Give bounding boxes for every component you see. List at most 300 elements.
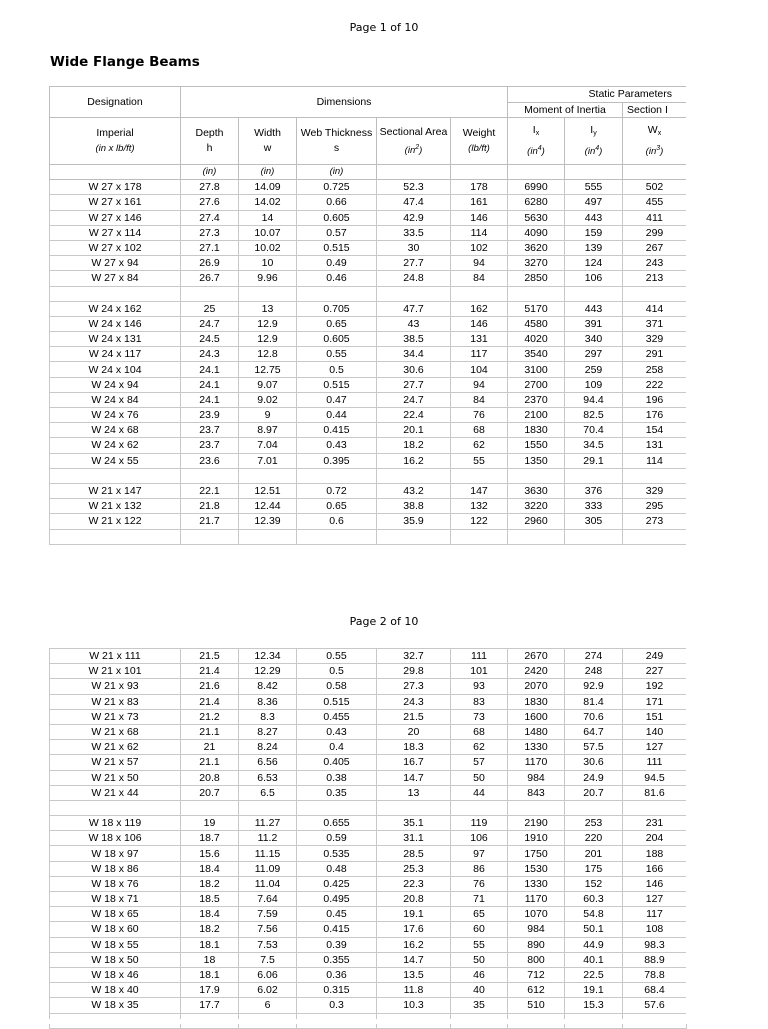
- cell-web-thickness: 0.3: [297, 998, 377, 1013]
- cell-width: 10.07: [239, 225, 297, 240]
- cell-iy: 64.7: [565, 724, 623, 739]
- cell-width: 12.9: [239, 332, 297, 347]
- cell-depth: 21.4: [181, 664, 239, 679]
- spacer-cell: [50, 286, 181, 301]
- cell-ix: 3630: [508, 483, 565, 498]
- cell-wx: 117: [623, 907, 687, 922]
- cell-weight: 122: [451, 514, 508, 529]
- cell-depth: 23.9: [181, 408, 239, 423]
- cell-iy: 24.9: [565, 770, 623, 785]
- cell-width: 7.56: [239, 922, 297, 937]
- cell-web-thickness: 0.395: [297, 453, 377, 468]
- cell-wx: 111: [623, 755, 687, 770]
- cell-ix: 2190: [508, 816, 565, 831]
- cell-width: 12.9: [239, 316, 297, 331]
- cell-designation: W 24 x 162: [50, 301, 181, 316]
- cell-wx: 78.8: [623, 967, 687, 982]
- cell-web-thickness: 0.57: [297, 225, 377, 240]
- cell-sectional-area: 20: [377, 724, 451, 739]
- ix-unit: $(in^4)$: [527, 145, 545, 157]
- page-number-label: Page 2 of 10: [349, 615, 419, 628]
- cell-sectional-area: 52.3: [377, 180, 451, 195]
- cell-designation: W 18 x 71: [50, 892, 181, 907]
- cell-width: 8.27: [239, 724, 297, 739]
- cell-ix: 6280: [508, 195, 565, 210]
- cell-designation: W 18 x 40: [50, 983, 181, 998]
- cell-ix: 1600: [508, 709, 565, 724]
- web-unit: (in): [297, 165, 377, 180]
- cell-wx: 329: [623, 483, 687, 498]
- header-iy: [565, 118, 623, 165]
- table-row: [50, 225, 687, 240]
- spacer-cell: [565, 800, 623, 815]
- cell-web-thickness: 0.605: [297, 332, 377, 347]
- cell-weight: 94: [451, 256, 508, 271]
- cell-width: 11.15: [239, 846, 297, 861]
- cell-sectional-area: 24.7: [377, 392, 451, 407]
- cell-designation: W 18 x 97: [50, 846, 181, 861]
- cell-iy: 106: [565, 271, 623, 286]
- cell-web-thickness: 0.415: [297, 922, 377, 937]
- cell-ix: 984: [508, 770, 565, 785]
- cell-width: 6: [239, 998, 297, 1013]
- spacer-cell: [377, 529, 451, 544]
- ix-label: $I_x$: [532, 124, 540, 137]
- cell-web-thickness: 0.43: [297, 724, 377, 739]
- cell-ix: 1750: [508, 846, 565, 861]
- cell-width: 11.04: [239, 876, 297, 891]
- depth-symbol: h: [206, 142, 213, 154]
- table-row: [50, 301, 687, 316]
- cell-sectional-area: 27.7: [377, 256, 451, 271]
- cell-web-thickness: 0.59: [297, 831, 377, 846]
- cell-web-thickness: 0.4: [297, 740, 377, 755]
- table-row: [50, 649, 687, 664]
- beam-table-page-1: [49, 86, 687, 545]
- cell-ix: 2370: [508, 392, 565, 407]
- table-row: [50, 514, 687, 529]
- cell-depth: 18: [181, 952, 239, 967]
- table-row: [50, 724, 687, 739]
- table-row: [50, 831, 687, 846]
- table-row: [50, 770, 687, 785]
- cell-weight: 68: [451, 724, 508, 739]
- cell-wx: 273: [623, 514, 687, 529]
- cell-weight: 86: [451, 861, 508, 876]
- cell-wx: 94.5: [623, 770, 687, 785]
- cell-sectional-area: 16.2: [377, 453, 451, 468]
- cell-iy: 253: [565, 816, 623, 831]
- cell-sectional-area: 25.3: [377, 861, 451, 876]
- cell-ix: 4090: [508, 225, 565, 240]
- cell-wx: 81.6: [623, 785, 687, 800]
- cell-depth: 23.7: [181, 438, 239, 453]
- cell-designation: W 21 x 132: [50, 499, 181, 514]
- cell-ix: 3540: [508, 347, 565, 362]
- weight-label: Weight: [462, 127, 496, 139]
- cell-web-thickness: 0.705: [297, 301, 377, 316]
- cell-weight: 162: [451, 301, 508, 316]
- cell-wx: 108: [623, 922, 687, 937]
- cell-web-thickness: 0.535: [297, 846, 377, 861]
- cell-ix: 800: [508, 952, 565, 967]
- cell-depth: 18.5: [181, 892, 239, 907]
- spacer-cell: [508, 286, 565, 301]
- cell-ix: 1350: [508, 453, 565, 468]
- cell-wx: 291: [623, 347, 687, 362]
- cell-ix: 1550: [508, 438, 565, 453]
- cell-designation: W 18 x 65: [50, 907, 181, 922]
- spacer-cell: [623, 800, 687, 815]
- table-row: [50, 755, 687, 770]
- cell-iy: 555: [565, 180, 623, 195]
- depth-label: Depth: [195, 127, 224, 139]
- cell-width: 6.5: [239, 785, 297, 800]
- cell-sectional-area: 20.1: [377, 423, 451, 438]
- table-row: [50, 785, 687, 800]
- iy-label: $I_y$: [590, 124, 597, 137]
- header-designation: Designation: [50, 87, 181, 118]
- cell-sectional-area: 38.5: [377, 332, 451, 347]
- weight-unit: (lb/ft): [468, 143, 490, 154]
- cell-wx: 98.3: [623, 937, 687, 952]
- header-unit-blank: [565, 165, 623, 180]
- header-wx: [623, 118, 687, 165]
- cell-web-thickness: 0.49: [297, 256, 377, 271]
- cell-sectional-area: 20.8: [377, 892, 451, 907]
- cell-depth: 27.6: [181, 195, 239, 210]
- table-row: [50, 377, 687, 392]
- cell-ix: 1170: [508, 755, 565, 770]
- cell-width: 9: [239, 408, 297, 423]
- spacer-cell: [297, 529, 377, 544]
- spacer-row: [50, 468, 687, 483]
- table-row: [50, 180, 687, 195]
- cell-iy: 139: [565, 240, 623, 255]
- cell-designation: W 27 x 161: [50, 195, 181, 210]
- header-unit-blank: [50, 165, 181, 180]
- cell-iy: 15.3: [565, 998, 623, 1013]
- table-row: [50, 816, 687, 831]
- cell-width: 6.56: [239, 755, 297, 770]
- cell-width: 12.44: [239, 499, 297, 514]
- cell-web-thickness: 0.65: [297, 316, 377, 331]
- cell-weight: 65: [451, 907, 508, 922]
- beam-table-page-2: [49, 648, 687, 1029]
- width-label: Width: [254, 127, 281, 139]
- cell-depth: 21: [181, 740, 239, 755]
- cell-depth: 24.1: [181, 392, 239, 407]
- area-label: Sectional Area: [379, 125, 448, 138]
- cell-weight: 161: [451, 195, 508, 210]
- cell-weight: 62: [451, 740, 508, 755]
- cell-iy: 94.4: [565, 392, 623, 407]
- spacer-cell: [451, 286, 508, 301]
- spacer-cell: [565, 529, 623, 544]
- cell-width: 14.02: [239, 195, 297, 210]
- cell-weight: 132: [451, 499, 508, 514]
- width-symbol: w: [263, 142, 272, 154]
- table-row: [50, 316, 687, 331]
- cell-wx: 299: [623, 225, 687, 240]
- cell-width: 13: [239, 301, 297, 316]
- spacer-cell: [377, 286, 451, 301]
- header-moment-of-inertia: Moment of Inertia: [508, 102, 623, 118]
- cell-depth: 20.7: [181, 785, 239, 800]
- table-row: [50, 922, 687, 937]
- table-row: [50, 952, 687, 967]
- cell-ix: 2420: [508, 664, 565, 679]
- cell-sectional-area: 21.5: [377, 709, 451, 724]
- cell-web-thickness: 0.65: [297, 499, 377, 514]
- table-row: [50, 861, 687, 876]
- cell-sectional-area: 18.2: [377, 438, 451, 453]
- cell-weight: 93: [451, 679, 508, 694]
- cell-depth: 26.9: [181, 256, 239, 271]
- spacer-cell: [565, 286, 623, 301]
- cell-weight: 102: [451, 240, 508, 255]
- cell-web-thickness: 0.5: [297, 664, 377, 679]
- cell-designation: W 21 x 62: [50, 740, 181, 755]
- cell-iy: 152: [565, 876, 623, 891]
- cell-web-thickness: 0.55: [297, 649, 377, 664]
- cell-width: 12.39: [239, 514, 297, 529]
- cell-sectional-area: 16.2: [377, 937, 451, 952]
- cell-iy: 391: [565, 316, 623, 331]
- cell-width: 8.42: [239, 679, 297, 694]
- cell-iy: 30.6: [565, 755, 623, 770]
- cell-depth: 22.1: [181, 483, 239, 498]
- table-row: [50, 937, 687, 952]
- header-weight: [451, 118, 508, 165]
- table-row: [50, 408, 687, 423]
- cell-weight: 40: [451, 983, 508, 998]
- cell-wx: 196: [623, 392, 687, 407]
- cell-sectional-area: 34.4: [377, 347, 451, 362]
- cell-sectional-area: 13: [377, 785, 451, 800]
- cell-sectional-area: 35.1: [377, 816, 451, 831]
- cell-depth: 27.1: [181, 240, 239, 255]
- cell-width: 7.59: [239, 907, 297, 922]
- cell-sectional-area: 10.3: [377, 998, 451, 1013]
- spacer-cell: [297, 286, 377, 301]
- cell-width: 8.24: [239, 740, 297, 755]
- table-row: [50, 846, 687, 861]
- spacer-cell: [508, 468, 565, 483]
- cell-iy: 29.1: [565, 453, 623, 468]
- cell-weight: 60: [451, 922, 508, 937]
- cell-ix: 3220: [508, 499, 565, 514]
- cell-sectional-area: 22.4: [377, 408, 451, 423]
- cell-iy: 340: [565, 332, 623, 347]
- page-number-label: Page 1 of 10: [349, 21, 419, 34]
- spacer-row: [50, 800, 687, 815]
- cell-width: 8.97: [239, 423, 297, 438]
- cell-weight: 146: [451, 316, 508, 331]
- cell-iy: 44.9: [565, 937, 623, 952]
- cell-wx: 192: [623, 679, 687, 694]
- cell-width: 9.02: [239, 392, 297, 407]
- cell-designation: W 24 x 62: [50, 438, 181, 453]
- imperial-unit: (in x lb/ft): [95, 143, 135, 154]
- cell-depth: 18.4: [181, 907, 239, 922]
- cell-ix: 510: [508, 998, 565, 1013]
- cell-iy: 333: [565, 499, 623, 514]
- cell-web-thickness: 0.455: [297, 709, 377, 724]
- page-title: Wide Flange Beams: [50, 54, 200, 70]
- cell-weight: 73: [451, 709, 508, 724]
- cell-ix: 712: [508, 967, 565, 982]
- cell-wx: 227: [623, 664, 687, 679]
- cell-weight: 94: [451, 377, 508, 392]
- table-row: [50, 998, 687, 1013]
- cell-width: 8.3: [239, 709, 297, 724]
- cell-web-thickness: 0.515: [297, 377, 377, 392]
- cell-web-thickness: 0.655: [297, 816, 377, 831]
- cell-iy: 376: [565, 483, 623, 498]
- cell-width: 7.04: [239, 438, 297, 453]
- spacer-cell: [50, 529, 181, 544]
- cell-weight: 76: [451, 408, 508, 423]
- cell-iy: 82.5: [565, 408, 623, 423]
- wx-label: $W_x$: [647, 124, 662, 137]
- cell-ix: 3270: [508, 256, 565, 271]
- cell-designation: W 21 x 147: [50, 483, 181, 498]
- cell-depth: 21.1: [181, 724, 239, 739]
- cell-ix: 2700: [508, 377, 565, 392]
- cell-weight: 50: [451, 952, 508, 967]
- cell-web-thickness: 0.44: [297, 408, 377, 423]
- cell-designation: W 21 x 73: [50, 709, 181, 724]
- cell-depth: 24.1: [181, 362, 239, 377]
- cell-web-thickness: 0.39: [297, 937, 377, 952]
- cell-sectional-area: 13.5: [377, 967, 451, 982]
- cell-iy: 109: [565, 377, 623, 392]
- cell-ix: 5630: [508, 210, 565, 225]
- cell-depth: 21.1: [181, 755, 239, 770]
- cell-web-thickness: 0.35: [297, 785, 377, 800]
- cell-designation: W 18 x 35: [50, 998, 181, 1013]
- spacer-cell: [623, 529, 687, 544]
- cell-designation: W 18 x 60: [50, 922, 181, 937]
- cell-web-thickness: 0.72: [297, 483, 377, 498]
- cell-web-thickness: 0.605: [297, 210, 377, 225]
- table-row: [50, 362, 687, 377]
- spacer-cell: [181, 529, 239, 544]
- cell-wx: 502: [623, 180, 687, 195]
- cell-designation: W 21 x 44: [50, 785, 181, 800]
- header-sectional-area: [377, 118, 451, 165]
- cell-depth: 24.1: [181, 377, 239, 392]
- cell-sectional-area: 17.6: [377, 922, 451, 937]
- cell-depth: 20.8: [181, 770, 239, 785]
- table-row: [50, 740, 687, 755]
- cell-weight: 62: [451, 438, 508, 453]
- cell-sectional-area: 35.9: [377, 514, 451, 529]
- cell-weight: 114: [451, 225, 508, 240]
- header-web-thickness: [297, 118, 377, 165]
- cell-weight: 147: [451, 483, 508, 498]
- spacer-cell: [239, 468, 297, 483]
- cell-sectional-area: 16.7: [377, 755, 451, 770]
- cell-wx: 231: [623, 816, 687, 831]
- cell-weight: 83: [451, 694, 508, 709]
- header-imperial: [50, 118, 181, 165]
- cell-ix: 612: [508, 983, 565, 998]
- spacer-cell: [297, 468, 377, 483]
- cell-width: 14.09: [239, 180, 297, 195]
- cell-weight: 178: [451, 180, 508, 195]
- table-row: [50, 453, 687, 468]
- cell-weight: 84: [451, 271, 508, 286]
- cell-depth: 21.4: [181, 694, 239, 709]
- cell-weight: 97: [451, 846, 508, 861]
- cell-designation: W 27 x 84: [50, 271, 181, 286]
- cell-ix: 6990: [508, 180, 565, 195]
- cell-sectional-area: 27.7: [377, 377, 451, 392]
- cell-sectional-area: 24.3: [377, 694, 451, 709]
- cell-ix: 984: [508, 922, 565, 937]
- header-unit-blank: [508, 165, 565, 180]
- cell-ix: 2850: [508, 271, 565, 286]
- cell-width: 10: [239, 256, 297, 271]
- spacer-cell: [451, 468, 508, 483]
- spacer-cell: [451, 800, 508, 815]
- cell-ix: 4580: [508, 316, 565, 331]
- cell-ix: 1170: [508, 892, 565, 907]
- cell-web-thickness: 0.55: [297, 347, 377, 362]
- cell-ix: 1330: [508, 876, 565, 891]
- cell-iy: 60.3: [565, 892, 623, 907]
- cell-ix: 1530: [508, 861, 565, 876]
- cell-web-thickness: 0.405: [297, 755, 377, 770]
- cell-weight: 46: [451, 967, 508, 982]
- cell-width: 7.01: [239, 453, 297, 468]
- table-row: [50, 967, 687, 982]
- iy-unit: $(in^4)$: [584, 145, 603, 157]
- cell-designation: W 27 x 114: [50, 225, 181, 240]
- cell-depth: 26.7: [181, 271, 239, 286]
- cell-ix: 1070: [508, 907, 565, 922]
- table-row: [50, 347, 687, 362]
- table-row: [50, 195, 687, 210]
- header-unit-blank: [451, 165, 508, 180]
- cell-width: 8.36: [239, 694, 297, 709]
- cell-designation: W 24 x 55: [50, 453, 181, 468]
- cell-width: 12.34: [239, 649, 297, 664]
- cell-ix: 3620: [508, 240, 565, 255]
- cell-wx: 114: [623, 453, 687, 468]
- page-bottom-edge: [0, 1019, 768, 1024]
- cell-weight: 55: [451, 453, 508, 468]
- cell-ix: 1830: [508, 423, 565, 438]
- cell-web-thickness: 0.315: [297, 983, 377, 998]
- cell-sectional-area: 18.3: [377, 740, 451, 755]
- cell-designation: W 27 x 178: [50, 180, 181, 195]
- depth-unit: (in): [181, 165, 239, 180]
- cell-width: 7.53: [239, 937, 297, 952]
- cell-designation: W 24 x 117: [50, 347, 181, 362]
- table-row: [50, 709, 687, 724]
- cell-weight: 71: [451, 892, 508, 907]
- cell-weight: 117: [451, 347, 508, 362]
- cell-designation: W 18 x 106: [50, 831, 181, 846]
- cell-wx: 267: [623, 240, 687, 255]
- cell-sectional-area: 42.9: [377, 210, 451, 225]
- cell-wx: 88.9: [623, 952, 687, 967]
- cell-depth: 18.2: [181, 876, 239, 891]
- cell-wx: 188: [623, 846, 687, 861]
